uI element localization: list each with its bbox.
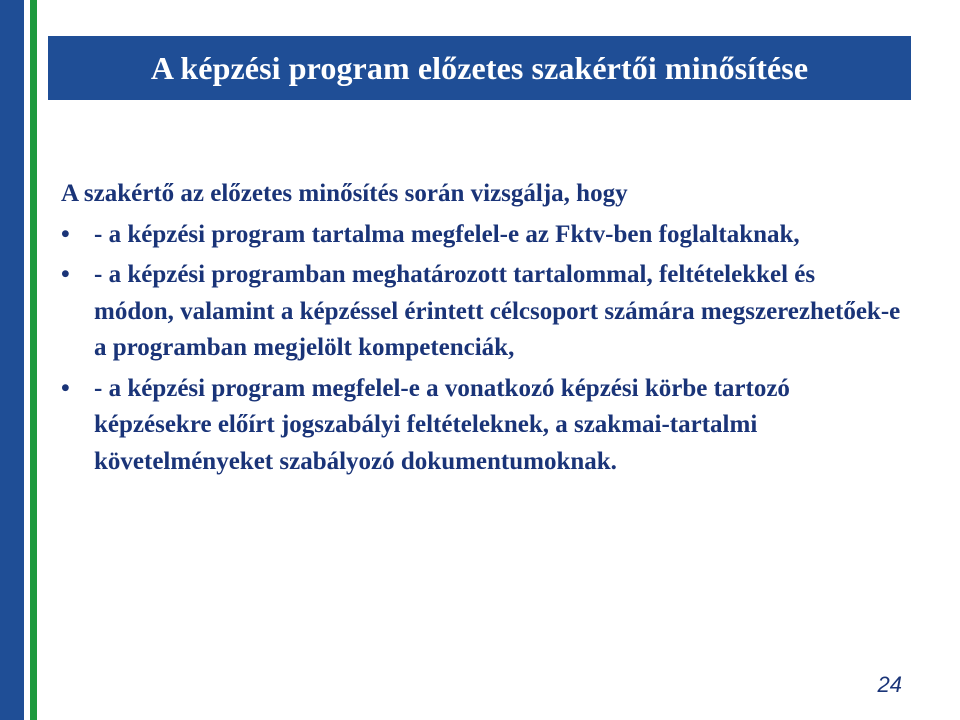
bullet-icon: • [61,220,70,248]
page-number: 24 [877,672,902,697]
bullet-item-2 [61,257,901,367]
slide-title: A képzési program előzetes szakértői minősítése [150,49,809,86]
bullet-text: - a képzési programban meghatározott tartalommal, feltételekkel és módon, valamint a képzéssel érintett célcsoport számára megszerezhetőek-e a programban megjelölt kompetenciák, [94,261,901,361]
bullet-text: - a képzési program megfelel-e a vonatkozó képzési körbe tartozó képzésekre előírt jogszabályi feltételeknek, a szakmai-tartalmi követelményeket szabályozó dokumentumoknak. [94,374,790,475]
left-green-stripe [30,0,37,720]
bullet-icon: • [61,261,70,288]
slide-body [61,176,901,484]
bullet-item-3 [61,371,901,481]
bullet-text: - a képzési program tartalma megfelel-e az Fktv-ben foglaltaknak, [94,220,800,248]
bullet-list [61,217,901,481]
intro-text: A szakértő az előzetes minősítés során vizsgálja, hogy [61,180,628,207]
bullet-icon: • [61,374,70,402]
title-banner [48,36,911,100]
bullet-item-1 [61,217,901,254]
left-blue-stripe [0,0,24,720]
